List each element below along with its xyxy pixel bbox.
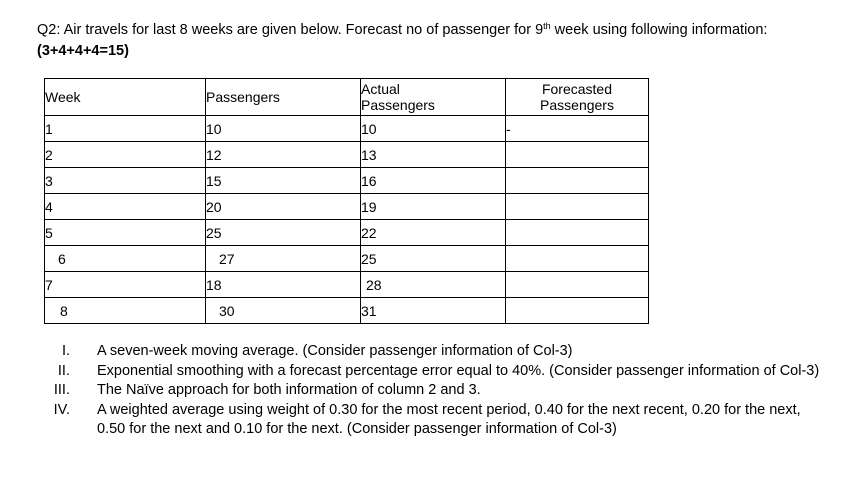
marks-breakdown: (3+4+4+4=15): [37, 43, 129, 59]
cell-week: 7: [45, 272, 206, 298]
cell-week: 6: [45, 246, 206, 272]
cell-actual: 13: [361, 142, 506, 168]
question-tail: week using following information:: [550, 22, 768, 38]
question-lead: Q2: Air travels for last 8 weeks are given below. Forecast no of passenger for 9: [37, 22, 544, 38]
table-row: [45, 220, 649, 246]
cell-forecast: -: [506, 116, 649, 142]
item-numeral: III.: [53, 382, 70, 398]
cell-actual: 25: [361, 246, 506, 272]
cell-passengers: 15: [206, 168, 361, 194]
cell-forecast: [506, 142, 649, 168]
cell-week: 2: [45, 142, 206, 168]
table-row: [45, 142, 649, 168]
question-superscript: th: [543, 21, 551, 31]
cell-passengers: 27: [206, 246, 361, 272]
header-forecasted-passengers: [506, 79, 649, 116]
table-row: [45, 298, 649, 324]
cell-passengers: 25: [206, 220, 361, 246]
passenger-table: [44, 78, 649, 324]
list-item: [37, 362, 827, 382]
cell-forecast: [506, 168, 649, 194]
cell-actual: 28: [361, 272, 506, 298]
item-text: Exponential smoothing with a forecast percentage error equal to 40%. (Consider passenger information of Col-3): [97, 362, 820, 379]
table-row: [45, 194, 649, 220]
cell-week: 3: [45, 168, 206, 194]
cell-forecast: [506, 272, 649, 298]
header-forecast-line1: Forecasted: [541, 81, 613, 97]
cell-week: 4: [45, 194, 206, 220]
table-row: [45, 246, 649, 272]
header-week: Week: [45, 79, 206, 116]
header-passengers: Passengers: [206, 79, 361, 116]
header-actual-passengers: [361, 79, 506, 116]
header-actual-line1: Actual: [361, 81, 400, 97]
cell-actual: 10: [361, 116, 506, 142]
item-text: A weighted average using weight of 0.30 for the most recent period, 0.40 for the next recent, 0.20 for the next, 0.50 for the next and 0.10 for the next. (Consider passenger information of Col-3): [97, 401, 801, 437]
item-text: A seven-week moving average. (Consider passenger information of Col-3): [97, 343, 573, 359]
cell-forecast: [506, 220, 649, 246]
list-item: [37, 401, 827, 440]
cell-forecast: [506, 194, 649, 220]
cell-forecast: [506, 246, 649, 272]
cell-actual: 31: [361, 298, 506, 324]
table-header-row: [45, 79, 649, 116]
cell-passengers: 20: [206, 194, 361, 220]
table-row: [45, 272, 649, 298]
cell-passengers: 12: [206, 142, 361, 168]
cell-forecast: [506, 298, 649, 324]
header-forecast-line2: Passengers: [540, 97, 614, 113]
cell-week: 5: [45, 220, 206, 246]
cell-week: 8: [45, 298, 206, 324]
cell-passengers: 18: [206, 272, 361, 298]
cell-passengers: 10: [206, 116, 361, 142]
table-row: [45, 116, 649, 142]
header-actual-line2: Passengers: [361, 97, 435, 113]
task-list: [37, 342, 827, 440]
question-text: [37, 21, 767, 40]
table-row: [45, 168, 649, 194]
cell-week: 1: [45, 116, 206, 142]
item-numeral: II.: [57, 362, 70, 379]
cell-actual: 19: [361, 194, 506, 220]
cell-passengers: 30: [206, 298, 361, 324]
list-item: [37, 342, 827, 362]
list-item: [37, 381, 827, 401]
item-numeral: I.: [61, 343, 70, 359]
item-text: The Naïve approach for both information of column 2 and 3.: [97, 382, 481, 398]
cell-actual: 22: [361, 220, 506, 246]
item-numeral: IV.: [53, 401, 70, 418]
cell-actual: 16: [361, 168, 506, 194]
